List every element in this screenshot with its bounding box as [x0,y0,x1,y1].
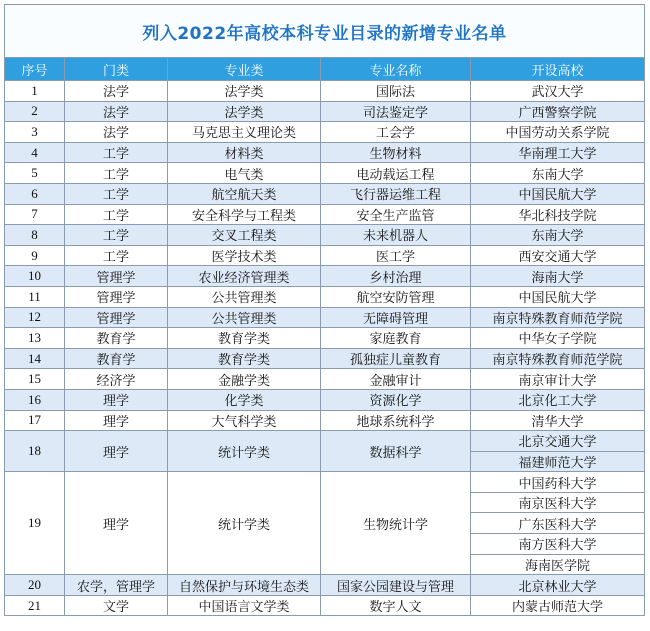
cell-class: 中国语言文学类 [168,595,321,616]
majors-table [4,4,645,616]
cell-category: 教育学 [65,328,168,349]
table-row [5,472,645,493]
cell-major: 地球系统科学 [321,410,471,431]
cell-no: 1 [5,81,65,102]
cell-school: 海南大学 [471,266,645,287]
cell-category: 工学 [65,163,168,184]
cell-school: 海南医学院 [471,554,645,575]
table-row [5,163,645,184]
header-schools: 开设高校 [471,58,645,81]
cell-major: 未来机器人 [321,225,471,246]
cell-no: 13 [5,328,65,349]
cell-class: 统计学类 [168,431,321,472]
cell-major: 国际法 [321,81,471,102]
table-row [5,348,645,369]
cell-class: 统计学类 [168,472,321,575]
cell-category: 法学 [65,81,168,102]
cell-school: 中国民航大学 [471,286,645,307]
cell-category: 理学 [65,410,168,431]
cell-no: 19 [5,472,65,575]
cell-school: 中国药科大学 [471,472,645,493]
cell-major: 国家公园建设与管理 [321,575,471,596]
cell-school: 北京交通大学 [471,431,645,452]
cell-major: 电动载运工程 [321,163,471,184]
cell-category: 工学 [65,225,168,246]
cell-major: 孤独症儿童教育 [321,348,471,369]
cell-no: 8 [5,225,65,246]
cell-category: 管理学 [65,286,168,307]
table-row [5,81,645,102]
cell-school: 东南大学 [471,225,645,246]
cell-class: 安全科学与工程类 [168,204,321,225]
cell-school: 北京化工大学 [471,389,645,410]
cell-no: 12 [5,307,65,328]
header-category: 门类 [65,58,168,81]
cell-no: 21 [5,595,65,616]
cell-no: 18 [5,431,65,472]
cell-class: 法学类 [168,101,321,122]
table-row [5,183,645,204]
table-row [5,389,645,410]
header-row [5,58,645,81]
cell-category: 经济学 [65,369,168,390]
cell-major: 数字人文 [321,595,471,616]
cell-no: 7 [5,204,65,225]
table-row [5,410,645,431]
cell-class: 教育学类 [168,328,321,349]
table-row [5,266,645,287]
cell-school: 清华大学 [471,410,645,431]
cell-class: 教育学类 [168,348,321,369]
cell-category: 理学 [65,431,168,472]
cell-major: 生物材料 [321,142,471,163]
cell-no: 15 [5,369,65,390]
cell-class: 农业经济管理类 [168,266,321,287]
cell-school: 内蒙古师范大学 [471,595,645,616]
cell-category: 法学 [65,122,168,143]
table-row [5,122,645,143]
cell-major: 安全生产监管 [321,204,471,225]
cell-no: 6 [5,183,65,204]
cell-school: 南京特殊教育师范学院 [471,348,645,369]
cell-class: 电气类 [168,163,321,184]
cell-category: 管理学 [65,307,168,328]
table-row [5,142,645,163]
cell-major: 数据科学 [321,431,471,472]
table-row [5,101,645,122]
header-class: 专业类 [168,58,321,81]
table-row [5,245,645,266]
cell-no: 14 [5,348,65,369]
cell-no: 9 [5,245,65,266]
cell-major: 飞行器运维工程 [321,183,471,204]
cell-category: 工学 [65,142,168,163]
cell-major: 乡村治理 [321,266,471,287]
cell-school: 广东医科大学 [471,513,645,534]
table-row [5,286,645,307]
cell-category: 教育学 [65,348,168,369]
header-major: 专业名称 [321,58,471,81]
cell-no: 2 [5,101,65,122]
cell-class: 自然保护与环境生态类 [168,575,321,596]
cell-no: 20 [5,575,65,596]
cell-major: 无障碍管理 [321,307,471,328]
cell-class: 交叉工程类 [168,225,321,246]
table-row [5,307,645,328]
cell-school: 南京医科大学 [471,492,645,513]
cell-school: 华北科技学院 [471,204,645,225]
cell-category: 工学 [65,204,168,225]
cell-class: 马克思主义理论类 [168,122,321,143]
cell-school: 西安交通大学 [471,245,645,266]
cell-major: 生物统计学 [321,472,471,575]
cell-major: 医工学 [321,245,471,266]
cell-no: 4 [5,142,65,163]
cell-school: 南京审计大学 [471,369,645,390]
cell-school: 南京特殊教育师范学院 [471,307,645,328]
cell-school: 北京林业大学 [471,575,645,596]
cell-category: 工学 [65,183,168,204]
cell-school: 福建师范大学 [471,451,645,472]
cell-school: 中国劳动关系学院 [471,122,645,143]
cell-no: 3 [5,122,65,143]
cell-category: 文学 [65,595,168,616]
table-row [5,225,645,246]
cell-school: 华南理工大学 [471,142,645,163]
cell-major: 家庭教育 [321,328,471,349]
cell-school: 南方医科大学 [471,534,645,555]
cell-school: 武汉大学 [471,81,645,102]
cell-school: 中华女子学院 [471,328,645,349]
title-row [5,5,645,58]
cell-major: 航空安防管理 [321,286,471,307]
cell-school: 中国民航大学 [471,183,645,204]
cell-class: 材料类 [168,142,321,163]
cell-no: 17 [5,410,65,431]
cell-category: 管理学 [65,266,168,287]
cell-category: 法学 [65,101,168,122]
table-row [5,575,645,596]
table-row [5,431,645,452]
cell-no: 5 [5,163,65,184]
cell-category: 理学 [65,472,168,575]
cell-category: 农学，管理学 [65,575,168,596]
cell-category: 理学 [65,389,168,410]
cell-major: 金融审计 [321,369,471,390]
cell-class: 金融学类 [168,369,321,390]
cell-class: 医学技术类 [168,245,321,266]
header-no: 序号 [5,58,65,81]
table-row [5,369,645,390]
cell-major: 工会学 [321,122,471,143]
cell-school: 广西警察学院 [471,101,645,122]
cell-school: 东南大学 [471,163,645,184]
table-row [5,204,645,225]
cell-category: 工学 [65,245,168,266]
table-title: 列入2022年高校本科专业目录的新增专业名单 [5,5,645,58]
cell-no: 16 [5,389,65,410]
cell-class: 公共管理类 [168,286,321,307]
cell-no: 11 [5,286,65,307]
spreadsheet-table-container [4,4,644,616]
table-row [5,595,645,616]
table-row [5,328,645,349]
cell-class: 化学类 [168,389,321,410]
cell-class: 航空航天类 [168,183,321,204]
cell-no: 10 [5,266,65,287]
cell-class: 大气科学类 [168,410,321,431]
cell-major: 资源化学 [321,389,471,410]
cell-major: 司法鉴定学 [321,101,471,122]
cell-class: 公共管理类 [168,307,321,328]
cell-class: 法学类 [168,81,321,102]
